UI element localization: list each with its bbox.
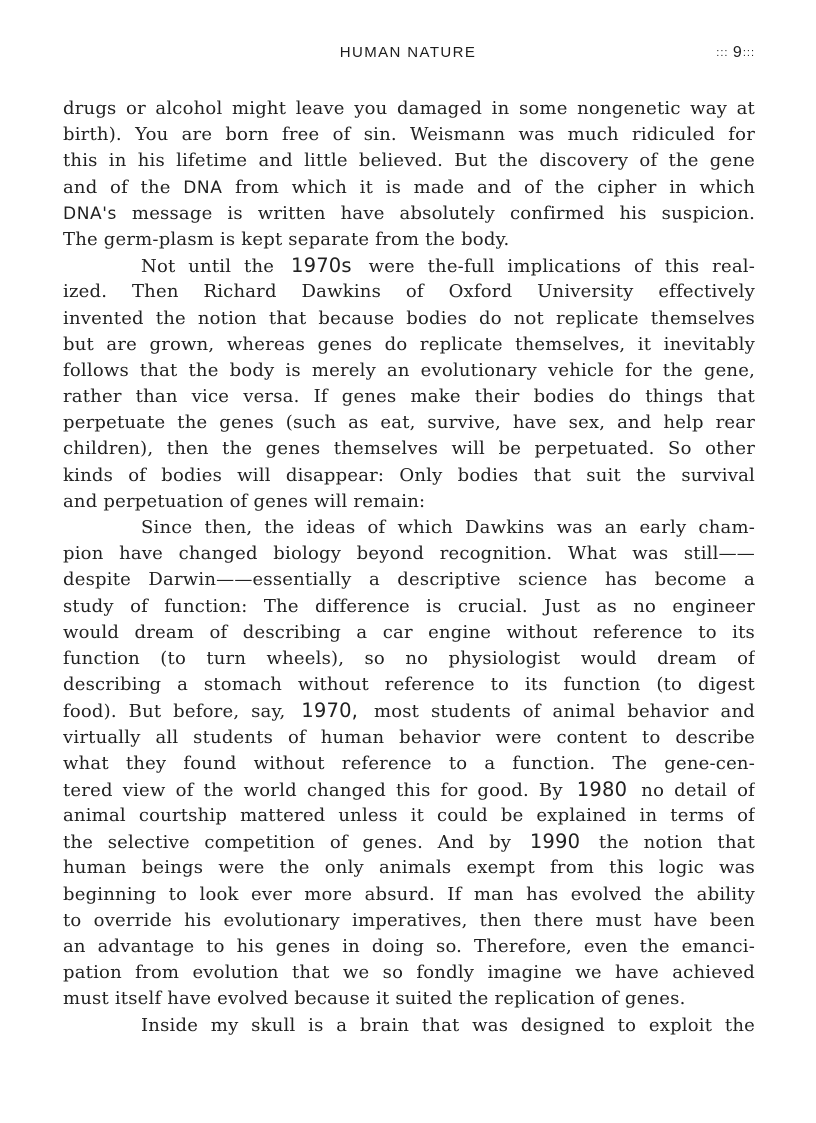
line-text: most students of animal behavior and: [362, 701, 755, 723]
text-line: [63, 777, 755, 803]
line-text: and of the: [63, 176, 184, 198]
text-line: [63, 803, 755, 829]
line-text: the notion that: [584, 832, 755, 854]
line-text: an advantage to his genes in doing so. Therefore, even the emanci-: [63, 936, 755, 957]
text-line: [63, 515, 755, 541]
line-text: to override his evolutionary imperatives, then there must have been: [63, 909, 755, 931]
line-text: pation from evolution that we so fondly imagine we have achieved: [63, 962, 755, 984]
line-text: ized. Then Richard Dawkins of Oxford University effectively: [63, 281, 755, 303]
line-text: and perpetuation of genes will remain:: [63, 490, 426, 512]
text-line: [63, 306, 755, 332]
line-text: virtually all students of human behavior were content to describe: [63, 726, 755, 748]
line-text: invented the notion that because bodies do not replicate themselves: [63, 307, 755, 329]
text-line: [63, 384, 755, 410]
text-line: [63, 463, 755, 489]
text-line: [63, 227, 755, 253]
text-line: [63, 122, 755, 148]
line-text: animal courtship mattered unless it could be explained in terms of: [63, 805, 755, 827]
text-line: [63, 646, 755, 672]
page-number: [716, 44, 755, 62]
line-text: Not until the: [141, 256, 287, 278]
body-text: [63, 96, 755, 1039]
line-text: this in his lifetime and little believed. But the discovery of the gene: [63, 150, 755, 172]
year-figure: 1970,: [301, 699, 359, 723]
text-line: [63, 855, 755, 881]
line-text: beginning to look ever more absurd. If man has evolved the ability: [63, 883, 755, 905]
year-figure: 1990: [529, 830, 581, 854]
line-text: pion have changed biology beyond recognition. What was still——: [63, 543, 755, 565]
page-number-suffix: :::: [742, 47, 755, 59]
text-line: [63, 489, 755, 515]
text-line: [63, 960, 755, 986]
line-text: perpetuate the genes (such as eat, survive, have sex, and help rear: [63, 412, 755, 434]
text-line: [63, 934, 755, 960]
text-line: [63, 410, 755, 436]
text-line: [63, 594, 755, 620]
line-text: food). But before, say,: [63, 701, 298, 723]
text-line: [63, 201, 755, 227]
text-line: [63, 358, 755, 384]
text-line: [63, 1013, 755, 1039]
text-line: [63, 541, 755, 567]
line-text: Since then, the ideas of which Dawkins was an early cham-: [141, 517, 755, 538]
line-text: the selective competition of genes. And by: [63, 832, 526, 854]
text-line: [63, 567, 755, 593]
line-text: would dream of describing a car engine without reference to its: [63, 621, 755, 643]
text-line: [63, 908, 755, 934]
text-line: [63, 253, 755, 279]
page-title: HUMAN NATURE: [339, 44, 477, 61]
year-figure: 1980: [576, 777, 628, 801]
line-text: study of function: The difference is crucial. Just as no engineer: [63, 595, 755, 617]
line-text: human beings were the only animals exempt from this logic was: [63, 857, 755, 879]
page-number-prefix: :::: [716, 47, 729, 59]
line-text: were the-full implications of this real-: [355, 256, 755, 278]
text-line: [63, 672, 755, 698]
line-text: describing a stomach without reference to its function (to digest: [63, 674, 755, 696]
line-text: tered view of the world changed this for good. By: [63, 779, 573, 801]
line-text: despite Darwin——essentially a descriptive science has become a: [63, 569, 755, 591]
text-line: [63, 436, 755, 462]
line-text: but are grown, whereas genes do replicate themselves, it inevitably: [63, 333, 755, 355]
text-line: [63, 725, 755, 751]
line-text: birth). You are born free of sin. Weismann was much ridiculed for: [63, 124, 755, 146]
line-text: no detail of: [631, 779, 755, 801]
line-text: what they found without reference to a function. The gene-cen-: [63, 752, 755, 774]
text-line: [63, 279, 755, 305]
text-line: [63, 620, 755, 646]
line-text: follows that the body is merely an evolutionary vehicle for the gene,: [63, 359, 755, 381]
acronym-text: DNA's: [63, 203, 117, 224]
line-text: kinds of bodies will disappear: Only bodies that suit the survival: [63, 464, 755, 486]
line-text: The germ-plasm is kept separate from the body.: [63, 228, 510, 250]
text-line: [63, 698, 755, 724]
text-line: [63, 829, 755, 855]
line-text: rather than vice versa. If genes make their bodies do things that: [63, 386, 755, 408]
acronym-text: DNA: [183, 177, 223, 198]
text-line: [63, 986, 755, 1012]
line-text: Inside my skull is a brain that was designed to exploit the: [141, 1014, 755, 1036]
page-number-value: 9: [732, 44, 743, 61]
text-line: [63, 882, 755, 908]
line-text: function (to turn wheels), so no physiologist would dream of: [63, 647, 755, 669]
line-text: must itself have evolved because it suited the replication of genes.: [63, 988, 686, 1010]
line-text: from which it is made and of the cipher in which: [222, 176, 755, 198]
line-text: drugs or alcohol might leave you damaged in some nongenetic way at: [63, 98, 755, 119]
text-line: [63, 175, 755, 201]
line-text: children), then the genes themselves will be perpetuated. So other: [63, 438, 755, 460]
text-line: [63, 751, 755, 777]
year-figure: 1970s: [290, 254, 352, 278]
running-head: [0, 44, 816, 64]
text-line: [63, 332, 755, 358]
text-line: [63, 96, 755, 122]
line-text: message is written have absolutely confirmed his suspicion.: [116, 202, 755, 224]
text-line: [63, 148, 755, 174]
